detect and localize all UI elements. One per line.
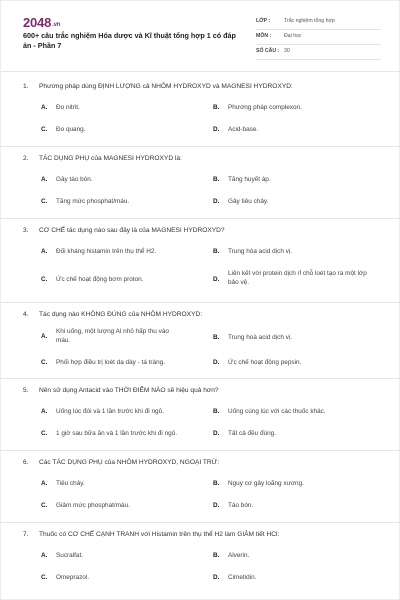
option-text: Đo quang. (56, 126, 86, 133)
question-number: 2. (23, 155, 29, 162)
site-logo[interactable] (23, 15, 60, 30)
question-prompt: TÁC DỤNG PHỤ của MAGNESI HYDROXYD là: (39, 155, 182, 162)
option-letter: B. (213, 480, 220, 487)
option-text: Omeprazol. (56, 574, 90, 581)
question-7 (1, 523, 400, 595)
option-text: Trung hòa acid dịch vị. (228, 248, 293, 255)
option-text: Cimetidin. (228, 574, 257, 581)
option-letter: C. (41, 126, 48, 133)
question-text (23, 83, 293, 90)
question-5 (1, 379, 400, 451)
page-title: 600+ câu trắc nghiệm Hóa dược và Kĩ thuật tổng hợp 1 có đáp án - Phần 7 (23, 31, 236, 50)
option-text: 1 giờ sau bữa ăn và 1 lần trước khi đi ngủ. (56, 430, 178, 437)
option-text: Phương pháp complexon. (228, 104, 302, 111)
option-letter: B. (213, 248, 220, 255)
option-letter: B. (213, 408, 220, 415)
option-letter: D. (213, 198, 220, 205)
question-list (1, 75, 400, 595)
option-letter: B. (213, 104, 220, 111)
option-letter: C. (41, 502, 48, 509)
option-letter: C. (41, 574, 48, 581)
question-text (23, 311, 202, 318)
option-letter: B. (213, 334, 220, 341)
meta-label: MÔN : (256, 33, 272, 39)
option-letter: C. (41, 198, 48, 205)
option-letter: A. (41, 176, 48, 183)
question-prompt: Thuốc có CƠ CHẾ CẠNH TRANH với Histamin trên thụ thể H2 làm GIẢM tiết HCl: (39, 531, 280, 538)
option-text: Liên kết với protein dịch rỉ chỗ loét tạo ra một lớp bảo vệ. (228, 270, 367, 286)
header (1, 1, 400, 67)
question-number: 5. (23, 387, 29, 394)
question-text (23, 387, 219, 394)
question-prompt: CƠ CHẾ tác dụng nào sau đây là của MAGNESI HYDROXYD? (39, 227, 225, 234)
option-letter: A. (41, 552, 48, 559)
question-prompt: Các TÁC DỤNG PHỤ của NHÔM HYDROXYD, NGOẠI TRỪ: (39, 459, 220, 466)
option-text: Sucralfat. (56, 552, 83, 559)
question-prompt: Phương pháp dùng ĐỊNH LƯỢNG cả NHÔM HYDROXYD và MAGNESI HYDROXYD: (39, 83, 293, 90)
logo-suffix: .vn (52, 22, 61, 28)
option-text: Táo bón. (228, 502, 254, 509)
meta-label: LỚP : (256, 18, 271, 24)
option-letter: C. (41, 430, 48, 437)
option-letter: A. (41, 248, 48, 255)
question-number: 1. (23, 83, 29, 90)
option-text: Acid-base. (228, 126, 259, 133)
option-text: Khi uống, một lượng Al nhỏ hấp thu vào máu. (56, 328, 169, 344)
option-letter: D. (213, 359, 220, 366)
meta-info (256, 15, 381, 60)
question-text (23, 459, 219, 466)
option-text: Gây táo bón. (56, 176, 93, 183)
question-text (23, 155, 182, 162)
question-text (23, 227, 225, 234)
option-letter: A. (41, 333, 48, 340)
header-divider (1, 71, 400, 72)
question-6 (1, 451, 400, 523)
question-2 (1, 147, 400, 219)
question-number: 6. (23, 459, 29, 466)
option-letter: D. (213, 430, 220, 437)
option-text: Alverin. (228, 552, 250, 559)
meta-label: SỐ CÂU : (256, 48, 280, 54)
option-text: Phối hợp điều trị loét dạ dày - tá tràng. (56, 359, 165, 366)
option-text: Tất cả đều đúng. (228, 430, 276, 437)
option-letter: D. (213, 574, 220, 581)
option-text: Giảm mức phosphat/máu. (56, 502, 130, 509)
option-text: Uống cùng lúc với các thuốc khác. (228, 408, 326, 415)
option-text: Tăng mức phosphat/máu. (56, 198, 130, 205)
question-4 (1, 303, 400, 379)
question-number: 4. (23, 311, 29, 318)
option-text: Đo nitrit. (56, 104, 80, 111)
meta-row-subject (256, 30, 381, 45)
logo-text: 2048 (23, 15, 52, 30)
meta-row-class (256, 15, 381, 30)
question-prompt: Tác dụng nào KHÔNG ĐÚNG của NHÔM HYDROXYD: (39, 311, 203, 318)
option-letter: D. (213, 502, 220, 509)
option-letter: A. (41, 480, 48, 487)
option-text: Tiêu chảy. (56, 480, 85, 487)
option-letter: C. (41, 276, 48, 283)
option-letter: A. (41, 408, 48, 415)
option-text: Ức chế hoạt động bơm proton. (56, 276, 144, 283)
question-prompt: Nên sử dụng Antacid vào THỜI ĐIỂM NÀO sẽ hiệu quả hơn? (39, 387, 219, 394)
option-letter: D. (213, 276, 220, 283)
option-text: Đối kháng histamin trên thụ thể H2. (56, 248, 157, 255)
option-text: Ức chế hoạt động pepsin. (228, 359, 302, 366)
option-d[interactable] (213, 269, 383, 289)
meta-row-count (256, 45, 381, 60)
meta-value: Đại học (284, 33, 302, 39)
option-text: Nguy cơ gây loãng xương. (228, 480, 304, 487)
option-text: Trung hoà acid dịch vị. (228, 334, 293, 341)
option-letter: D. (213, 126, 220, 133)
option-letter: B. (213, 552, 220, 559)
question-number: 3. (23, 227, 29, 234)
meta-value: Trắc nghiệm tổng hợp (284, 18, 335, 24)
option-text: Uống lúc đói và 1 lần trước khi đi ngủ. (56, 408, 164, 415)
meta-value: 30 (284, 48, 290, 54)
option-letter: C. (41, 359, 48, 366)
question-number: 7. (23, 531, 29, 538)
option-text: Gây tiêu chảy. (228, 198, 269, 205)
option-letter: B. (213, 176, 220, 183)
option-letter: A. (41, 104, 48, 111)
question-1 (1, 75, 400, 147)
option-a[interactable] (41, 327, 201, 347)
option-text: Tăng huyết áp. (228, 176, 271, 183)
question-3 (1, 219, 400, 303)
question-text (23, 531, 279, 538)
